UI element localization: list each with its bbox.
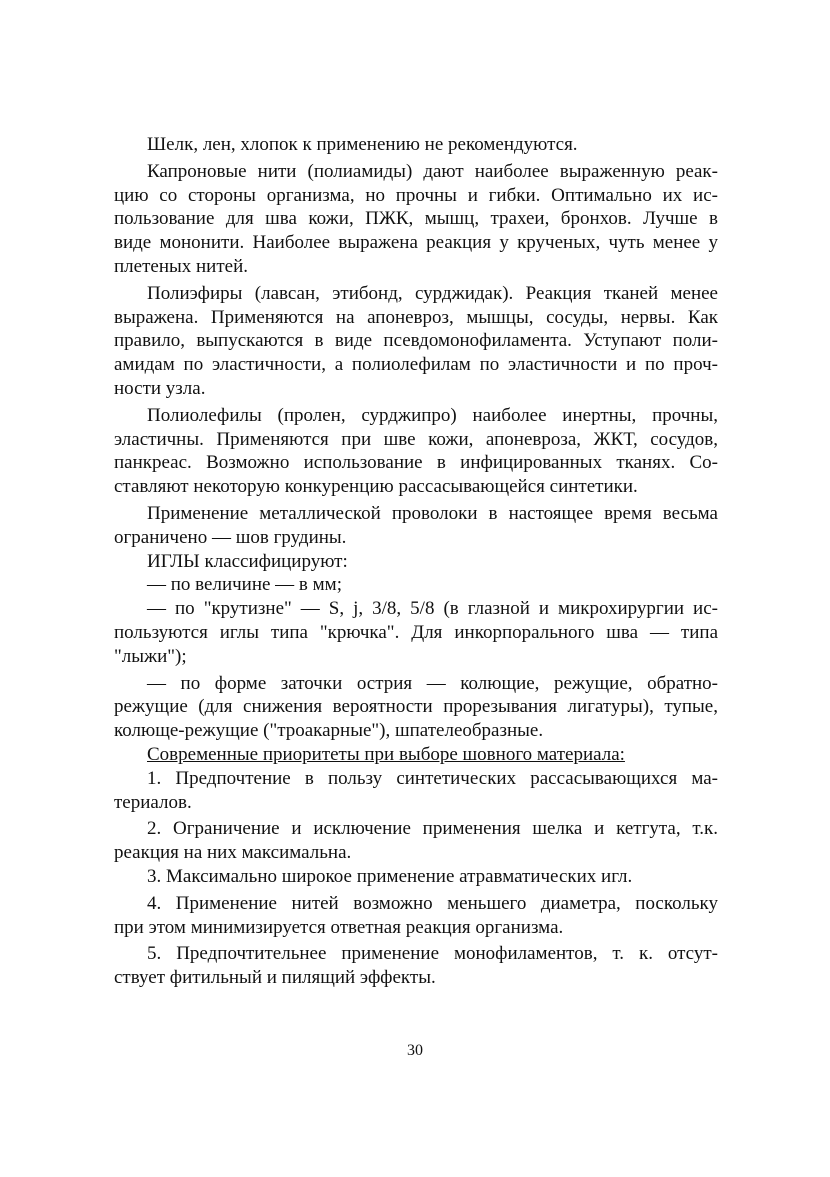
text-line: правило, выпускаются в виде псевдомонофиламента. Уступают поли- [114,330,718,352]
text-line: выражена. Применяются на апоневроз, мышцы, сосуды, нервы. Как [114,306,718,328]
text-line: пользование для шва кожи, ПЖК, мышц, трахеи, бронхов. Лучше в [114,208,718,230]
text-line: режущие (для снижения вероятности прорезывания лигатуры), тупые, [114,696,718,718]
text-line: Применение металлической проволоки в настоящее время весьма [147,502,718,524]
text-line: Полиэфиры (лавсан, этибонд, сурджидак). Реакция тканей менее [147,282,718,304]
text-line: "лыжи"); [114,645,187,667]
text-line: панкреас. Возможно использование в инфицированных тканях. Со- [114,452,718,474]
text-line: 4. Применение нитей возможно меньшего диаметра, поскольку [147,892,718,914]
text-line: пользуются иглы типа "крючка". Для инкорпорального шва — типа [114,621,718,643]
text-line: 3. Максимально широкое применение атравматических игл. [147,865,633,887]
text-line: 1. Предпочтение в пользу синтетических рассасывающихся ма- [147,767,718,789]
text-line: амидам по эластичности, а полиолефилам по эластичности и по проч- [114,354,718,376]
text-line: териалов. [114,791,192,813]
text-line: ности узла. [114,377,206,399]
text-line: — по "крутизне" — S, j, 3/8, 5/8 (в глазной и микрохирургии ис- [147,598,718,620]
text-line: виде мононити. Наиболее выражена реакция у крученых, чуть менее у [114,232,718,254]
text-line: при этом минимизируется ответная реакция организма. [114,916,564,938]
text-line: 2. Ограничение и исключение применения шелка и кетгута, т.к. [147,818,718,840]
text-line: ограничено — шов грудины. [114,526,347,548]
text-line: Полиолефилы (пролен, сурджипро) наиболее инертны, прочны, [147,404,718,426]
text-line: ИГЛЫ классифицируют: [147,550,348,572]
page-number: 30 [407,1042,423,1059]
body-text [114,133,718,990]
text-line: 5. Предпочтительнее применение монофиламентов, т. к. отсут- [147,943,718,965]
text-line: ствует фитильный и пилящий эффекты. [114,967,436,989]
text-line: ставляют некоторую конкуренцию рассасывающейся синтетики. [114,476,638,498]
text-line: реакция на них максимальна. [114,842,352,864]
text-line: — по величине — в мм; [147,574,342,596]
text-line: колюще-режущие ("троакарные"), шпателеобразные. [114,720,544,742]
text-line: эластичны. Применяются при шве кожи, апоневроза, ЖКТ, сосудов, [114,428,718,450]
text-line: цию со стороны организма, но прочны и гибки. Оптимально их ис- [114,184,718,206]
text-line: Капроновые нити (полиамиды) дают наиболее выраженную реак- [147,160,718,182]
text-line: плетеных нитей. [114,255,248,277]
text-line: — по форме заточки острия — колющие, режущие, обратно- [147,672,718,694]
text-line: Современные приоритеты при выборе шовного материала: [147,743,625,765]
text-line: Шелк, лен, хлопок к применению не рекомендуются. [147,134,578,155]
